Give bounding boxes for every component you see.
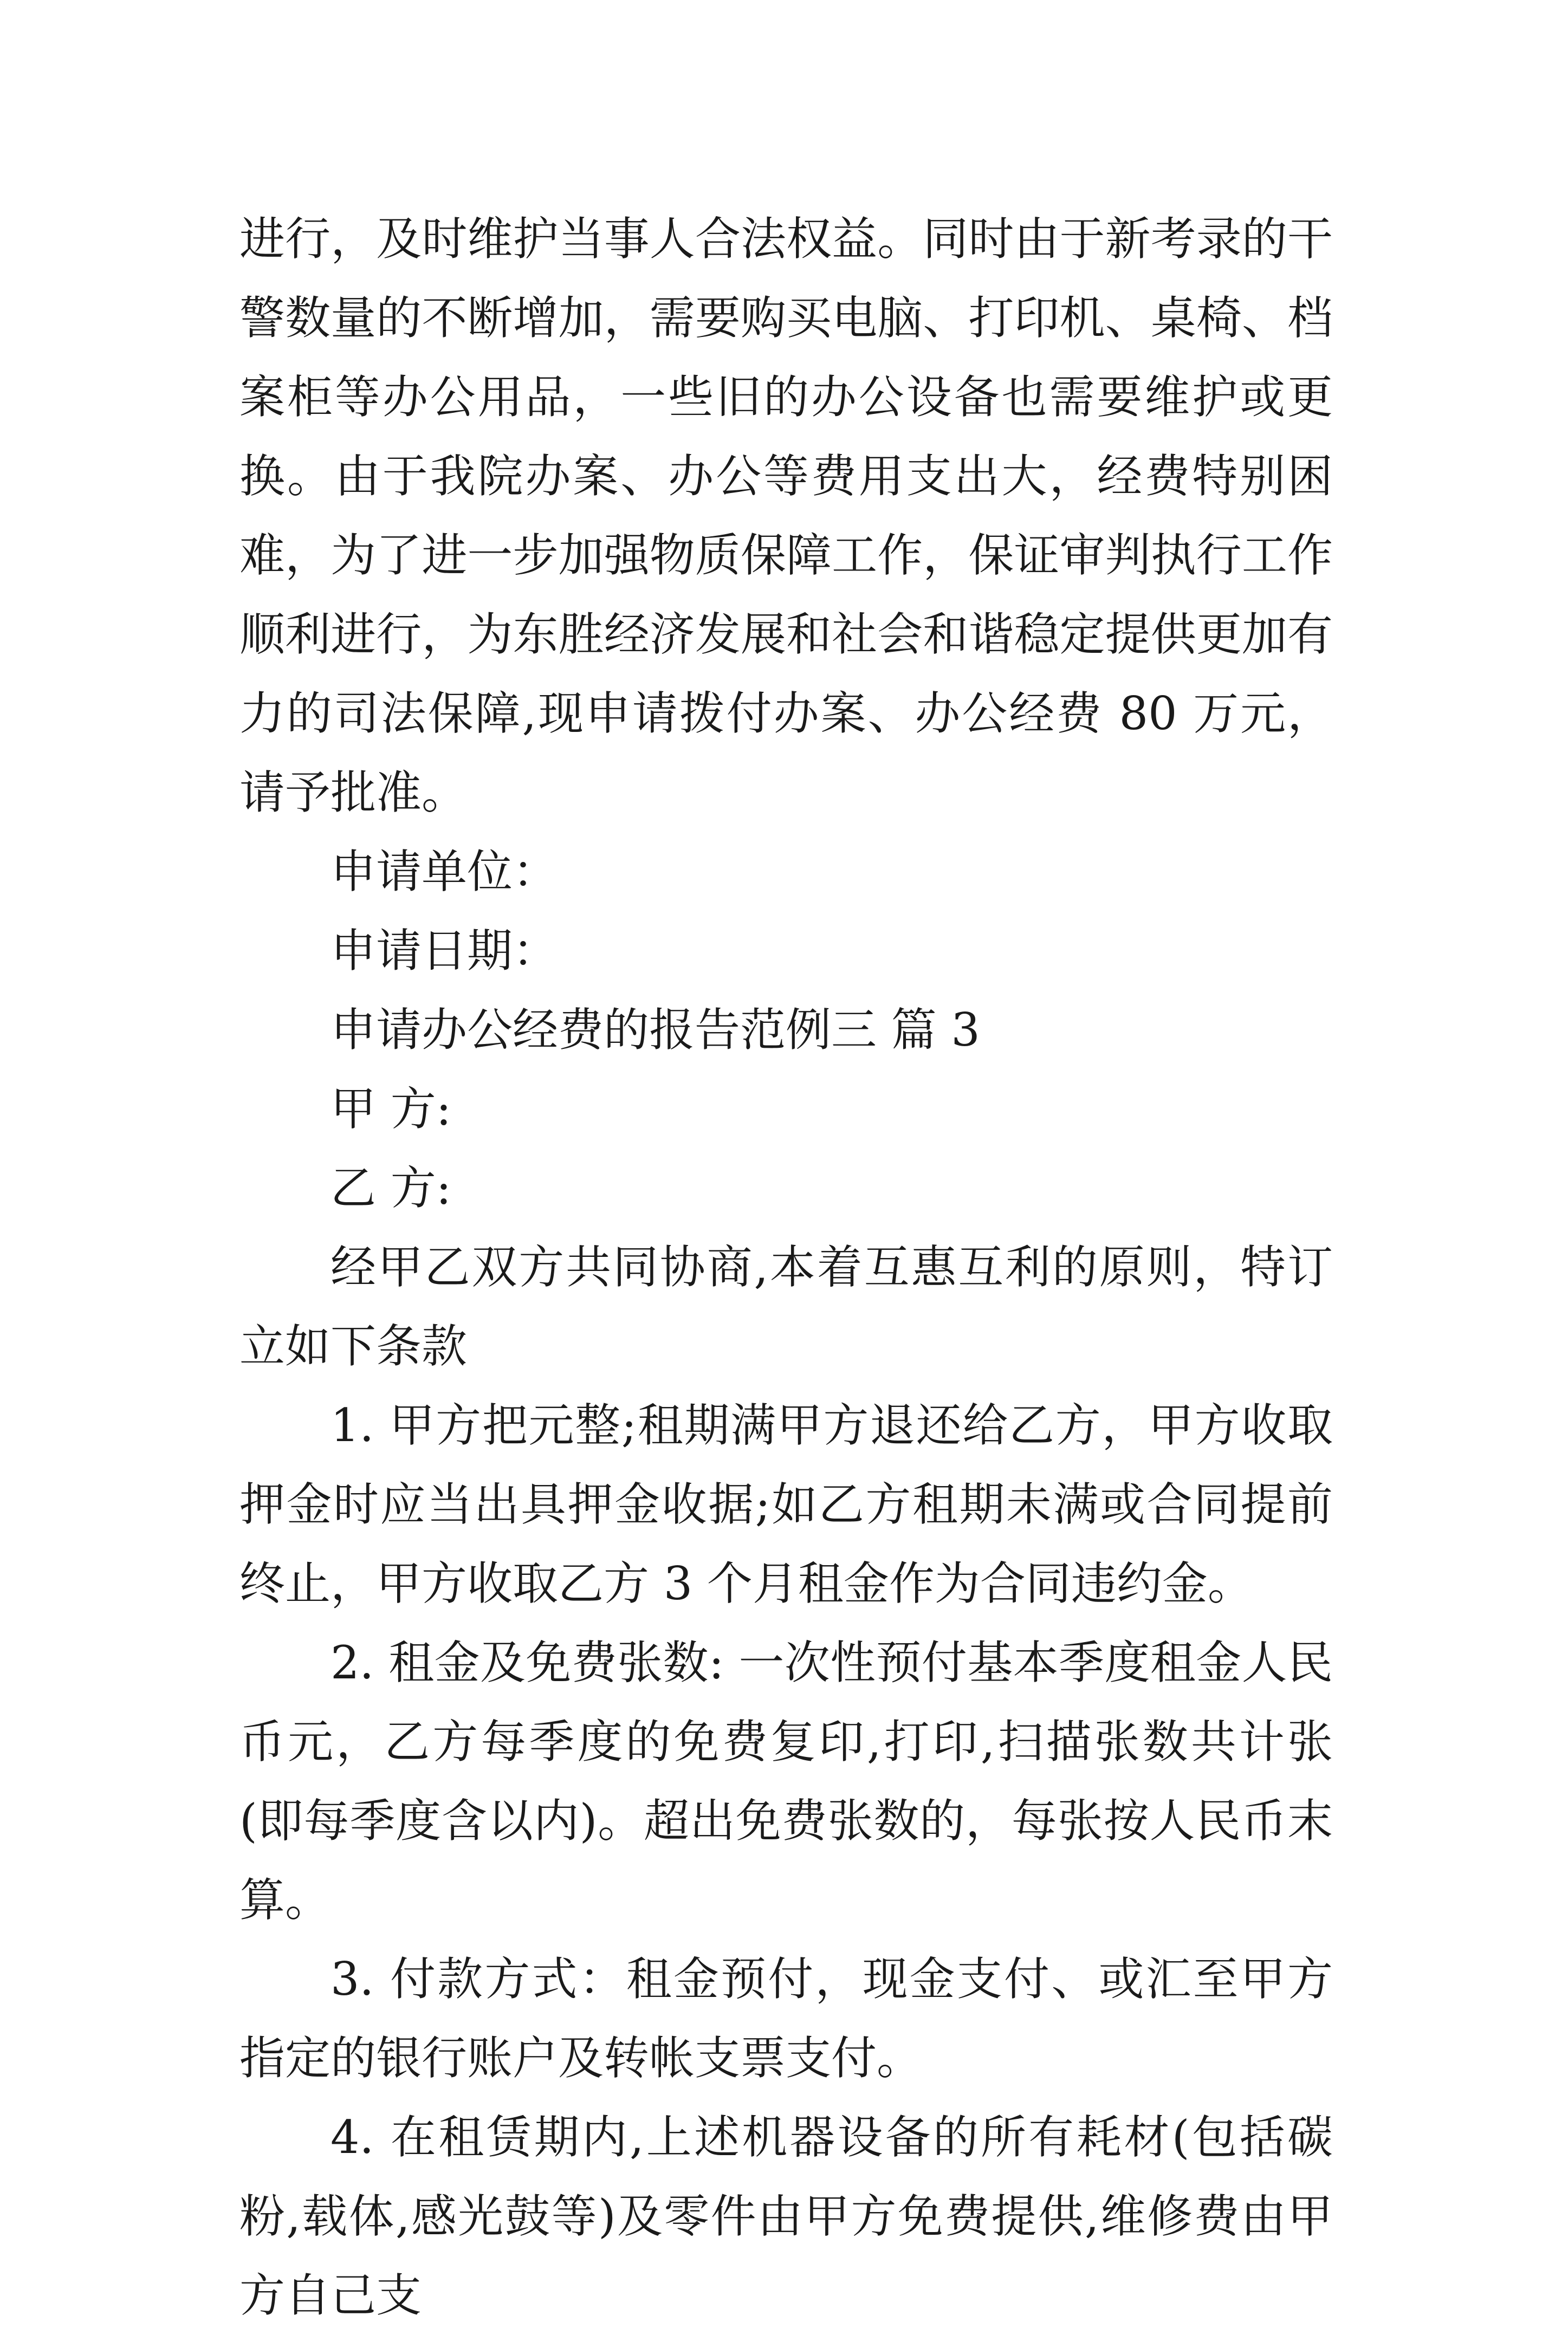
paragraph-funding-request: 进行，及时维护当事人合法权益。同时由于新考录的干警数量的不断增加，需要购买电脑、打印机、桌椅、档案柜等办公用品，一些旧的办公设备也需要维护或更换。由于我院办案、办公等费用支出大，经费特别困难，为了进一步加强物质保障工作，保证审判执行工作顺利进行，为东胜经济发展和社会和谐稳定提供更加有力的司法保障,现申请拨付办案、办公经费 80 万元，请予批准。 [239,212,1333,819]
applicant-unit-line: 申请单位： [331,845,559,898]
clause-4-consumables: 4. 在租赁期内,上述机器设备的所有耗材(包括碳粉,载体,感光鼓等)及零件由甲方免费提供,维修费由甲方自己支 [239,2111,1333,2322]
section-heading: 申请办公经费的报告范例三 篇 3 [331,1003,980,1056]
agreement-intro-paragraph: 经甲乙双方共同协商,本着互惠互利的原则，特订立如下条款 [239,1241,1333,1373]
document-body [239,199,1333,2335]
application-date-line: 申请日期： [331,924,559,977]
clause-2-rent: 2. 租金及免费张数: 一次性预付基本季度租金人民币元，乙方每季度的免费复印,打印,扫描张数共计张(即每季度含以内)。超出免费张数的，每张按人民币末算。 [239,1636,1333,1927]
clause-3-payment: 3. 付款方式：租金预付，现金支付、或汇至甲方指定的银行账户及转帐支票支付。 [239,1953,1333,2085]
party-b-line: 乙 方: [331,1162,452,1215]
party-a-line: 甲 方: [331,1082,452,1136]
clause-1-deposit: 1. 甲方把元整;租期满甲方退还给乙方，甲方收取押金时应当出具押金收据;如乙方租期未满或合同提前终止，甲方收取乙方 3 个月租金作为合同违约金。 [239,1399,1333,1610]
